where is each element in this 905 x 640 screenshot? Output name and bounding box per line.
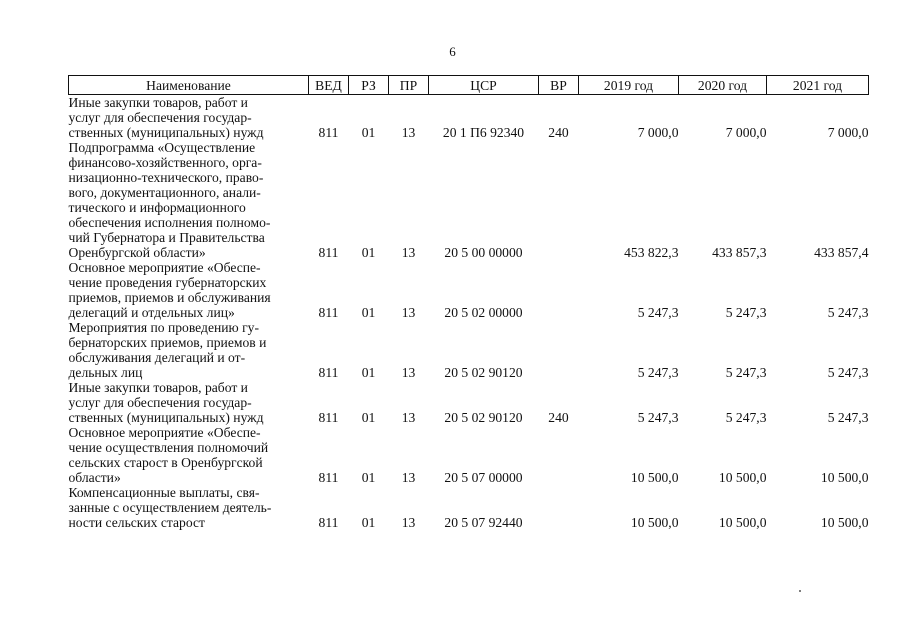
table-row [69,425,869,485]
cell-name-line: Основное мероприятие «Обеспе- [68,425,261,440]
cell-2019: 10 500,0 [630,470,679,485]
cell-name-line: Иные закупки товаров, работ и [68,95,248,110]
table-row [69,485,869,530]
cell-name-line: услуг для обеспечения государ- [68,110,252,125]
cell-pr: 13 [401,305,416,320]
cell-ved: 811 [318,125,339,140]
cell-2020: 433 857,3 [712,245,767,260]
column-header-2021: 2021 год [767,76,869,95]
column-header-2020: 2020 год [679,76,767,95]
cell-2020: 5 247,3 [725,410,767,425]
cell-csr: 20 5 00 00000 [444,245,523,260]
cell-name-line: приемов, приемов и обслуживания [68,290,271,305]
cell-vr: 240 [548,410,569,425]
cell-name-line: Подпрограмма «Осуществление [68,140,256,155]
cell-name-line: вого, документационного, анали- [68,185,261,200]
cell-vr [539,485,579,530]
cell-2021: 5 247,3 [827,365,869,380]
cell-name-line: обеспечения исполнения полномо- [68,215,271,230]
cell-name-line: занные с осуществлением деятель- [68,500,272,515]
cell-name [69,320,309,380]
budget-table [68,75,869,530]
cell-2020: 10 500,0 [718,515,767,530]
table-row [69,260,869,320]
cell-name-line: Основное мероприятие «Обеспе- [68,260,261,275]
cell-name-line: сельских старост в Оренбургской [68,455,263,470]
cell-pr: 13 [401,515,416,530]
cell-ved: 811 [318,470,339,485]
cell-ved: 811 [318,365,339,380]
cell-name-line: Иные закупки товаров, работ и [68,380,248,395]
cell-vr: 240 [548,125,569,140]
table-body [69,95,869,531]
cell-vr [539,425,579,485]
cell-csr: 20 5 07 00000 [444,470,523,485]
cell-pr: 13 [401,245,416,260]
cell-ved: 811 [318,245,339,260]
cell-csr: 20 5 02 90120 [444,365,523,380]
cell-pr: 13 [401,365,416,380]
cell-ved: 811 [318,410,339,425]
cell-2021: 10 500,0 [820,470,869,485]
cell-csr: 20 5 02 00000 [444,305,523,320]
cell-pr: 13 [401,410,416,425]
cell-name [69,140,309,260]
cell-2021: 10 500,0 [820,515,869,530]
cell-name-line: дельных лиц [68,365,143,380]
cell-name-line: ственных (муниципальных) нужд [68,125,264,140]
table-row [69,380,869,425]
cell-rz: 01 [361,365,376,380]
cell-2020: 5 247,3 [725,365,767,380]
cell-name-line: чение осуществления полномочий [68,440,269,455]
cell-2019: 453 822,3 [624,245,679,260]
cell-2021: 5 247,3 [827,305,869,320]
cell-rz: 01 [361,125,376,140]
cell-rz: 01 [361,470,376,485]
cell-csr: 20 1 П6 92340 [442,125,525,140]
cell-vr [539,140,579,260]
column-header-vr: ВР [539,76,579,95]
cell-name [69,260,309,320]
column-header-pr: ПР [389,76,429,95]
column-header-2019: 2019 год [579,76,679,95]
table-header-row [69,76,869,95]
cell-2019: 7 000,0 [637,125,679,140]
column-header-rz: РЗ [349,76,389,95]
cell-2020: 7 000,0 [725,125,767,140]
cell-2021: 5 247,3 [827,410,869,425]
cell-2019: 10 500,0 [630,515,679,530]
cell-rz: 01 [361,515,376,530]
cell-name [69,485,309,530]
cell-ved: 811 [318,305,339,320]
cell-name-line: тического и информационного [68,200,246,215]
cell-name-line: низационно-технического, право- [68,170,264,185]
table-row [69,320,869,380]
page-number: 6 [449,44,456,59]
cell-name [69,380,309,425]
cell-rz: 01 [361,245,376,260]
cell-name-line: финансово-хозяйственного, орга- [68,155,262,170]
cell-name [69,425,309,485]
cell-pr: 13 [401,125,416,140]
cell-name-line: ственных (муниципальных) нужд [68,410,264,425]
cell-rz: 01 [361,305,376,320]
cell-vr [539,260,579,320]
cell-name-line: обслуживания делегаций и от- [68,350,246,365]
cell-2020: 5 247,3 [725,305,767,320]
cell-vr [539,320,579,380]
cell-2021: 7 000,0 [827,125,869,140]
cell-name-line: ности сельских старост [68,515,205,530]
cell-2020: 10 500,0 [718,470,767,485]
cell-name-line: чение проведения губернаторских [68,275,267,290]
cell-name [69,95,309,141]
cell-csr: 20 5 02 90120 [444,410,523,425]
cell-rz: 01 [361,410,376,425]
cell-name-line: услуг для обеспечения государ- [68,395,252,410]
cell-2021: 433 857,4 [814,245,869,260]
cell-name-line: области» [68,470,121,485]
cell-2019: 5 247,3 [637,410,679,425]
column-header-ved: ВЕД [309,76,349,95]
cell-name-line: Компенсационные выплаты, свя- [68,485,260,500]
cell-name-line: Оренбургской области» [68,245,206,260]
cell-name-line: Мероприятия по проведению гу- [68,320,259,335]
column-header-csr: ЦСР [429,76,539,95]
cell-csr: 20 5 07 92440 [444,515,523,530]
cell-2019: 5 247,3 [637,365,679,380]
table-row [69,95,869,141]
cell-2019: 5 247,3 [637,305,679,320]
table-row [69,140,869,260]
cell-name-line: чий Губернатора и Правительства [68,230,265,245]
cell-name-line: бернаторских приемов, приемов и [68,335,267,350]
cell-name-line: делегаций и отдельных лиц» [68,305,235,320]
cell-ved: 811 [318,515,339,530]
column-header-name: Наименование [69,76,309,95]
cell-pr: 13 [401,470,416,485]
scan-speck [799,590,801,592]
